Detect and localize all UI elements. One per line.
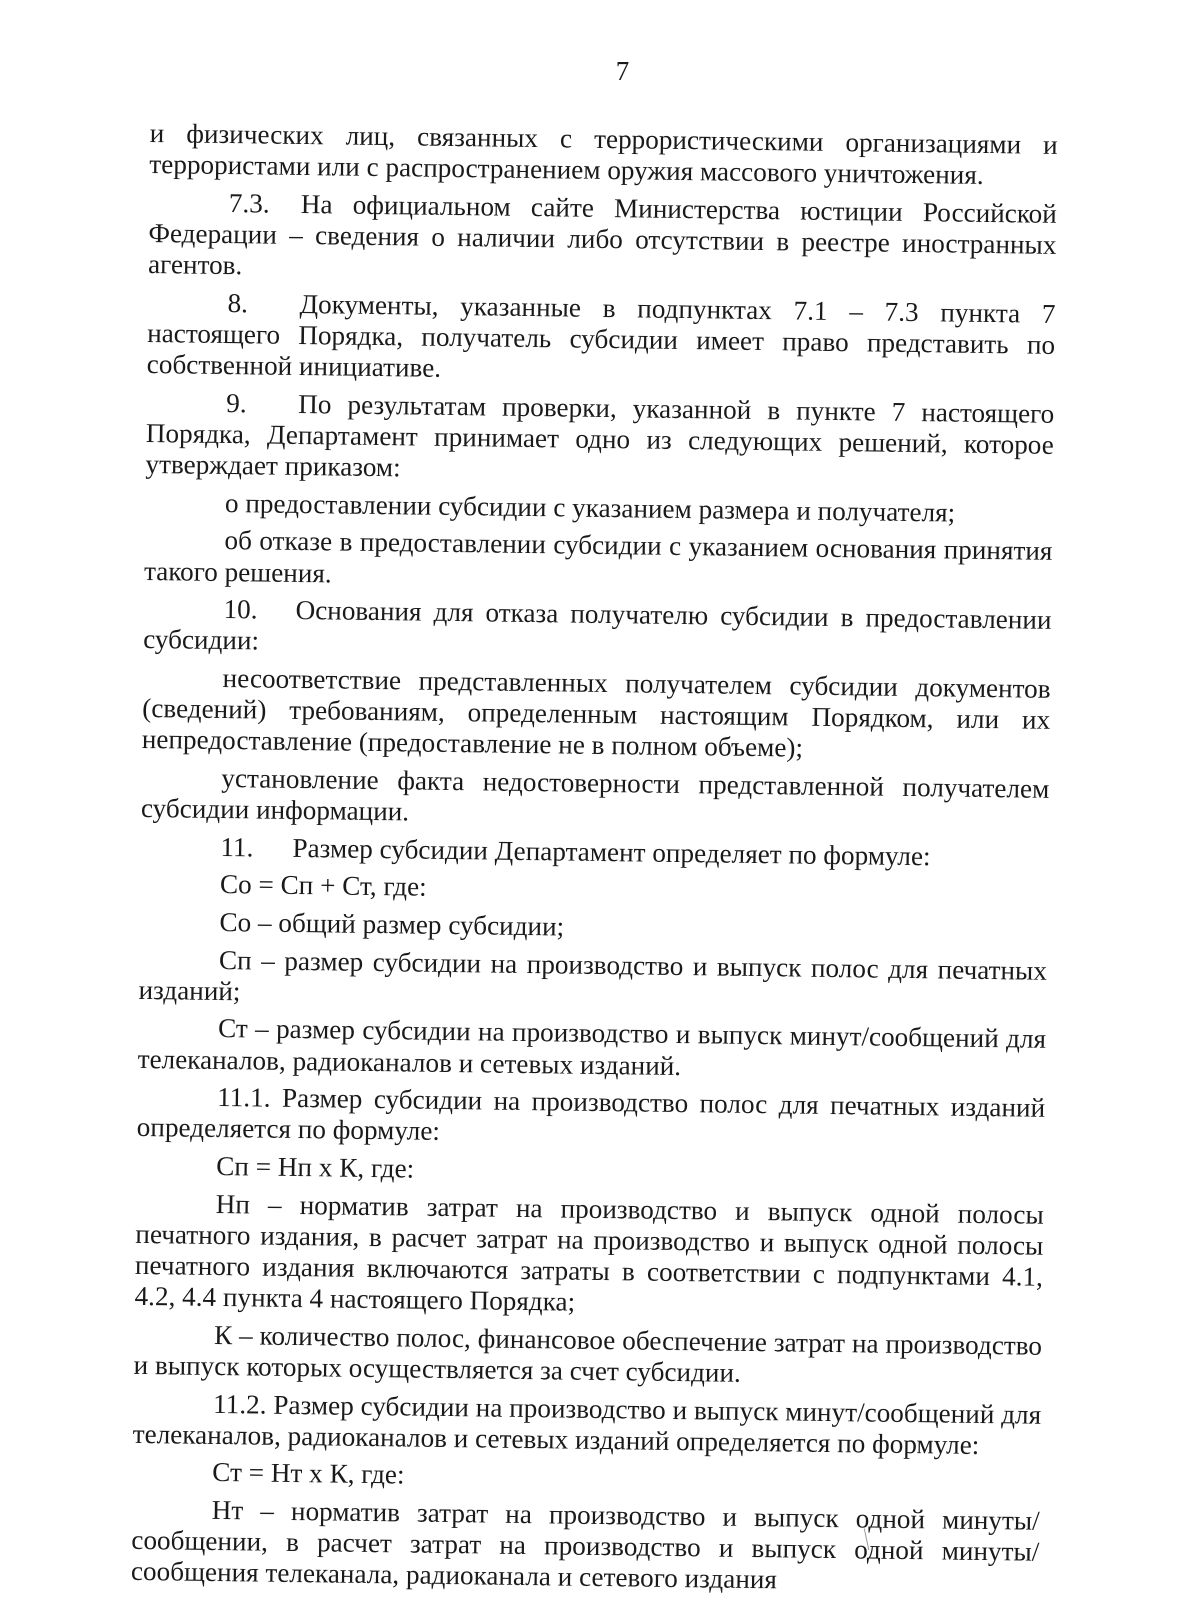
definition-co bbox=[139, 906, 1047, 949]
paragraph-text: Документы, указанные в подпунктах 7.1 – 7.3 пункта 7 настоящего Порядка, получатель субсидии имеет право представить по собственной инициативе. bbox=[146, 288, 1056, 384]
paragraph-number: 7.3. bbox=[228, 187, 270, 219]
paragraph-text: К – количество полос, финансовое обеспечение затрат на производство и выпуск которых осуществляется за счет субсидии. bbox=[133, 1319, 1043, 1388]
paragraph-7-3 bbox=[148, 187, 1057, 292]
definition-np bbox=[134, 1187, 1044, 1324]
page-number: 7 bbox=[615, 56, 630, 86]
paragraph-text: Со – общий размер субсидии; bbox=[219, 906, 565, 942]
paragraph-continuation-7-2 bbox=[149, 118, 1058, 192]
paragraph-text: Ст = Нт х К, где: bbox=[212, 1457, 405, 1490]
paragraph-text: Ст – размер субсидии на производство и выпуск минут/сообщений для телеканалов, радиоканалов и сетевых изданий. bbox=[137, 1013, 1047, 1081]
paragraph-number: 8. bbox=[227, 287, 249, 319]
paragraph-9-option-refuse bbox=[144, 524, 1053, 598]
paragraph-11-1 bbox=[137, 1081, 1046, 1155]
formula-print bbox=[136, 1150, 1044, 1193]
formula-total bbox=[140, 868, 1048, 911]
definition-k-print bbox=[133, 1319, 1042, 1393]
paragraph-text: 11.2. Размер субсидии на производство и выпуск минут/сообщений для телеканалов, радиоканалов и сетевых изданий определяется по формуле: bbox=[132, 1388, 1042, 1460]
definition-cp bbox=[138, 943, 1047, 1017]
paragraph-8 bbox=[147, 287, 1056, 392]
paragraph-text: Размер субсидии Департамент определяет по формуле: bbox=[292, 832, 931, 872]
paragraph-text: Нп – норматив затрат на производство и выпуск одной полосы печатного издания, в расчет затрат на производство и выпуск одной полосы печатного издания включаются затраты в соответствии с подпунктами 4.1, 4.2, 4.4 пункта 4 настоящего Порядка; bbox=[134, 1188, 1044, 1317]
paragraph-9 bbox=[145, 387, 1054, 492]
paragraph-number: 9. bbox=[226, 387, 247, 419]
paragraph-text: Сп – размер субсидии на производство и выпуск полос для печатных изданий; bbox=[138, 944, 1048, 1007]
definition-ct bbox=[137, 1012, 1046, 1086]
paragraph-10-reason-noncompliance bbox=[142, 662, 1051, 767]
paragraph-text: 11.1. Размер субсидии на производство полос для печатных изданий определяется по формуле: bbox=[136, 1082, 1046, 1147]
paragraph-10-reason-unreliable bbox=[141, 762, 1050, 836]
definition-nt bbox=[131, 1494, 1040, 1599]
paragraph-9-option-grant bbox=[145, 487, 1053, 530]
paragraph-text: и физических лиц, связанных с террористическими организациями и террористами или с распространением оружия массового уничтожения. bbox=[149, 118, 1058, 191]
paragraph-text: установление факта недостоверности представленной получателем субсидии информации. bbox=[140, 762, 1050, 827]
paragraph-text: На официальном сайте Министерства юстиции Российской Федерации – сведения о наличии либо отсутствии в реестре иностранных агентов. bbox=[147, 188, 1058, 281]
paragraph-text: По результатам проверки, указанной в пункте 7 настоящего Порядка, Департамент принимает одно из следующих решений, которое утверждает приказом: bbox=[145, 388, 1055, 483]
paragraph-10 bbox=[143, 593, 1052, 667]
paragraph-text: Нт – норматив затрат на производство и выпуск одной минуты/сообщении, в расчет затрат на производство и выпуск одной минуты/сообщения телеканала, радиоканала и сетевого издания bbox=[130, 1494, 1040, 1595]
paragraph-11 bbox=[140, 831, 1048, 874]
paragraph-text: Сп = Нп х К, где: bbox=[216, 1150, 415, 1184]
paragraph-text: Со = Сп + Ст, где: bbox=[219, 869, 427, 903]
paragraph-text: несоответствие представленных получателем субсидии документов (сведений) требованиям, определенным настоящим Порядком, или их непредоставление (предоставление не в полном объеме); bbox=[141, 662, 1051, 763]
formula-broadcast bbox=[132, 1456, 1040, 1499]
paragraph-number: 11. bbox=[220, 831, 254, 863]
paragraph-text: об отказе в предоставлении субсидии с указанием основания принятия такого решения. bbox=[143, 525, 1053, 589]
paragraph-text: о предоставлении субсидии с указанием размера и получателя; bbox=[224, 487, 956, 528]
paragraph-text: Основания для отказа получателю субсидии в предоставлении субсидии: bbox=[142, 595, 1052, 656]
paragraph-number: 10. bbox=[223, 594, 258, 625]
paragraph-11-2 bbox=[133, 1387, 1042, 1461]
document-body bbox=[131, 118, 1058, 1606]
